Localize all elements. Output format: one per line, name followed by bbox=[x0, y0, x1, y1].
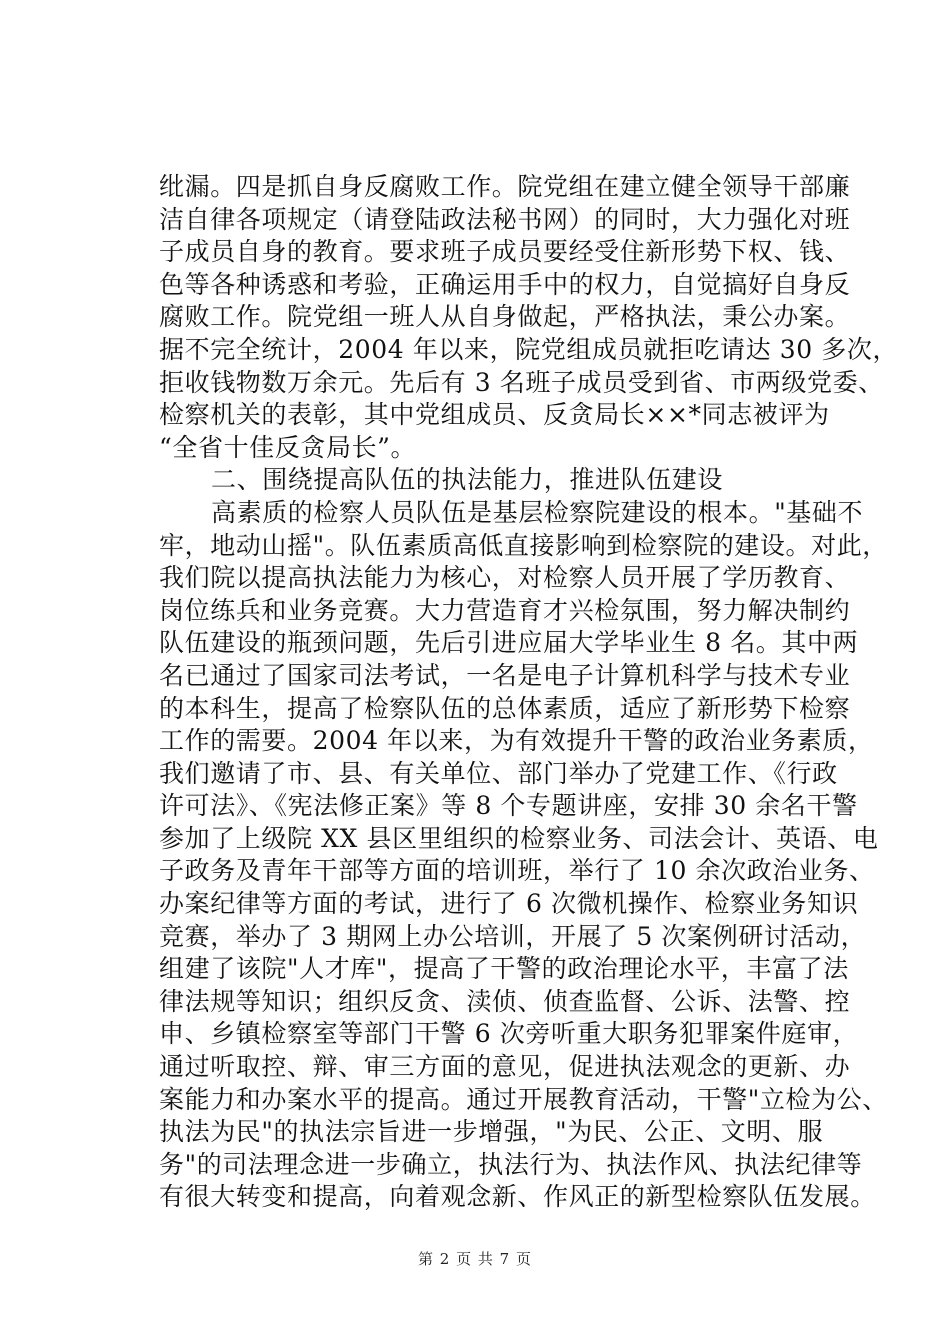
text-line: 子成员自身的教育。要求班子成员要经受住新形势下权、钱、 bbox=[159, 237, 851, 267]
text-line: 腐败工作。院党组一班人从自身做起，严格执法，秉公办案。 bbox=[159, 302, 851, 332]
text-line: 许可法》、《宪法修正案》等 8 个专题讲座，安排 30 余名干警 bbox=[159, 791, 858, 821]
page-number-footer: 第 2 页 共 7 页 bbox=[418, 1250, 532, 1268]
text-line: 案能力和办案水平的提高。通过开展教育活动，干警"立检为公、 bbox=[159, 1084, 888, 1114]
text-line: 色等各种诱惑和考验，正确运用手中的权力，自觉搞好自身反 bbox=[159, 269, 851, 299]
text-line: 名已通过了国家司法考试，一名是电子计算机科学与技术专业 bbox=[159, 660, 851, 690]
paragraph-start: 高素质的检察人员队伍是基层检察院建设的根本。"基础不 bbox=[211, 497, 864, 527]
text-line: 务"的司法理念进一步确立，执法行为、执法作风、执法纪律等 bbox=[159, 1149, 863, 1179]
text-line: 我们邀请了市、县、有关单位、部门举办了党建工作、《行政 bbox=[159, 758, 838, 788]
text-line: 据不完全统计，2004 年以来，院党组成员就拒吃请达 30 多次， bbox=[159, 334, 899, 364]
body-text bbox=[159, 171, 899, 1214]
text-line: 牢，地动山摇"。队伍素质高低直接影响到检察院的建设。对此， bbox=[159, 530, 888, 560]
section-heading: 二、围绕提高队伍的执法能力，推进队伍建设 bbox=[211, 465, 724, 495]
text-line: 洁自律各项规定（请登陆政法秘书网）的同时，大力强化对班 bbox=[159, 204, 851, 234]
text-line: 我们院以提高执法能力为核心，对检察人员开展了学历教育、 bbox=[159, 563, 851, 593]
text-line: “全省十佳反贪局长”。 bbox=[159, 432, 417, 462]
text-line: 队伍建设的瓶颈问题，先后引进应届大学毕业生 8 名。其中两 bbox=[159, 628, 859, 658]
text-line: 申、乡镇检察室等部门干警 6 次旁听重大职务犯罪案件庭审， bbox=[159, 1019, 859, 1049]
text-line: 有很大转变和提高，向着观念新、作风正的新型检察队伍发展。 bbox=[159, 1182, 876, 1212]
text-line: 通过听取控、辩、审三方面的意见，促进执法观念的更新、办 bbox=[159, 1052, 851, 1082]
text-line: 组建了该院"人才库"，提高了干警的政治理论水平，丰富了法 bbox=[159, 954, 849, 984]
text-line: 参加了上级院 XX 县区里组织的检察业务、司法会计、英语、电 bbox=[159, 823, 879, 853]
text-line: 办案纪律等方面的考试，进行了 6 次微机操作、检察业务知识 bbox=[159, 889, 859, 919]
text-line: 工作的需要。2004 年以来，为有效提升干警的政治业务素质， bbox=[159, 726, 874, 756]
text-line: 检察机关的表彰，其中党组成员、反贪局长××*同志被评为 bbox=[159, 400, 830, 430]
text-line: 的本科生，提高了检察队伍的总体素质，适应了新形势下检察 bbox=[159, 693, 851, 723]
text-line: 子政务及青年干部等方面的培训班，举行了 10 余次政治业务、 bbox=[159, 856, 875, 886]
text-line: 律法规等知识；组织反贪、渎侦、侦查监督、公诉、法警、控 bbox=[159, 986, 851, 1016]
text-line: 执法为民"的执法宗旨进一步增强，"为民、公正、文明、服 bbox=[159, 1117, 824, 1147]
text-line: 竞赛，举办了 3 期网上办公培训，开展了 5 次案例研讨活动， bbox=[159, 921, 867, 951]
text-line: 纰漏。四是抓自身反腐败工作。院党组在建立健全领导干部廉 bbox=[159, 172, 851, 201]
text-line: 拒收钱物数万余元。先后有 3 名班子成员受到省、市两级党委、 bbox=[159, 367, 884, 397]
text-line: 岗位练兵和业务竞赛。大力营造育才兴检氛围，努力解决制约 bbox=[159, 595, 851, 625]
